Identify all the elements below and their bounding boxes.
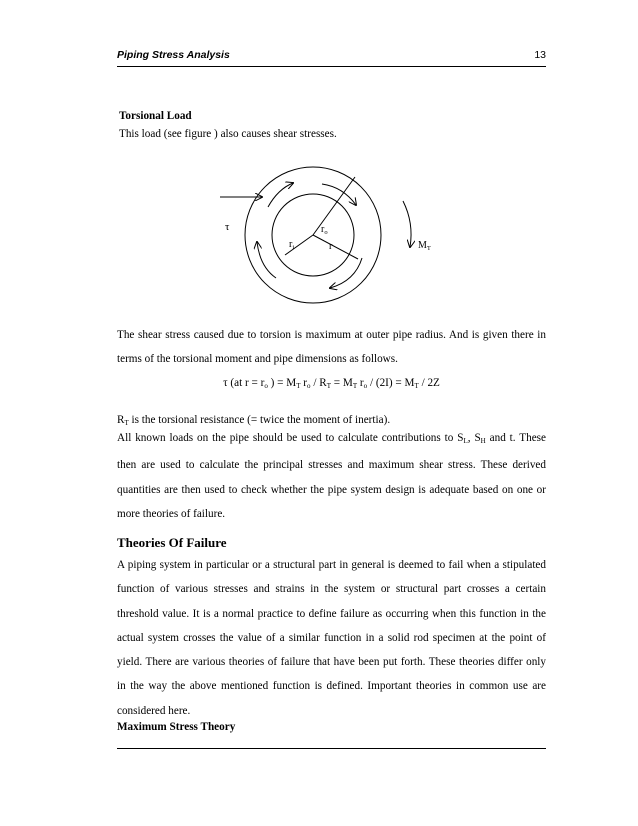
torsion-equation: τ (at $r = r_o$ ) = $M_T$ $r_o / R_T = M_T$ $r_o / (2I) = M_T / 2Z$ [223, 377, 440, 390]
header-title: Piping Stress Analysis [117, 49, 230, 61]
label-tau: τ [225, 221, 230, 233]
max-stress-heading: Maximum Stress Theory [117, 721, 236, 733]
shear-arrow-right [322, 184, 356, 205]
label-mt: $M_T$ [418, 240, 431, 252]
footer-rule [117, 748, 546, 749]
torsion-figure [200, 155, 460, 315]
rt-definition: $R_T$ is the torsional resistance (= twice the moment of inertia). [117, 414, 391, 427]
moment-arrow [403, 201, 411, 247]
theories-heading: Theories Of Failure [117, 535, 227, 550]
page-number: 13 [534, 49, 546, 61]
shear-arrow-left [257, 242, 276, 278]
label-r: r [329, 241, 333, 252]
label-ro: $r_o$ [321, 224, 328, 236]
radius-line-ro [313, 177, 355, 235]
theories-paragraph: A piping system in particular or a structural part in general is deemed to fail when a stipulated function of various stresses and strains in the system or structural part crosses a certain threshold value. It is a normal practice to define failure as occurring when this function in the actual system crosses the value of a similar function in a solid rod specimen at the point of yield. There are various theories of failure that have been put forth. These theories differ only in the way the above mentioned function is defined. Important theories in common use are considered here. [117, 559, 546, 717]
known-loads-paragraph: All known loads on the pipe should be used to calculate contributions to $S_L$, $S_H$ and t. These then are used to calculate the principal stresses and maximum shear stress. These derived quantities are then used to check whether the pipe system design is adequate based on one or more theories of failure. [117, 432, 546, 520]
torsional-heading: Torsional Load [119, 110, 192, 122]
radius-line-r [313, 235, 358, 259]
page-header [117, 46, 546, 67]
torsional-intro: This load (see figure ) also causes shear stresses. [119, 128, 337, 140]
shear-paragraph: The shear stress caused due to torsion is maximum at outer pipe radius. And is given there in terms of the torsional moment and pipe dimensions as follows. [117, 329, 546, 366]
shear-arrow-bottom [330, 258, 362, 288]
shear-arrow-top [268, 183, 293, 207]
label-ri: $r_i$ [289, 239, 295, 251]
